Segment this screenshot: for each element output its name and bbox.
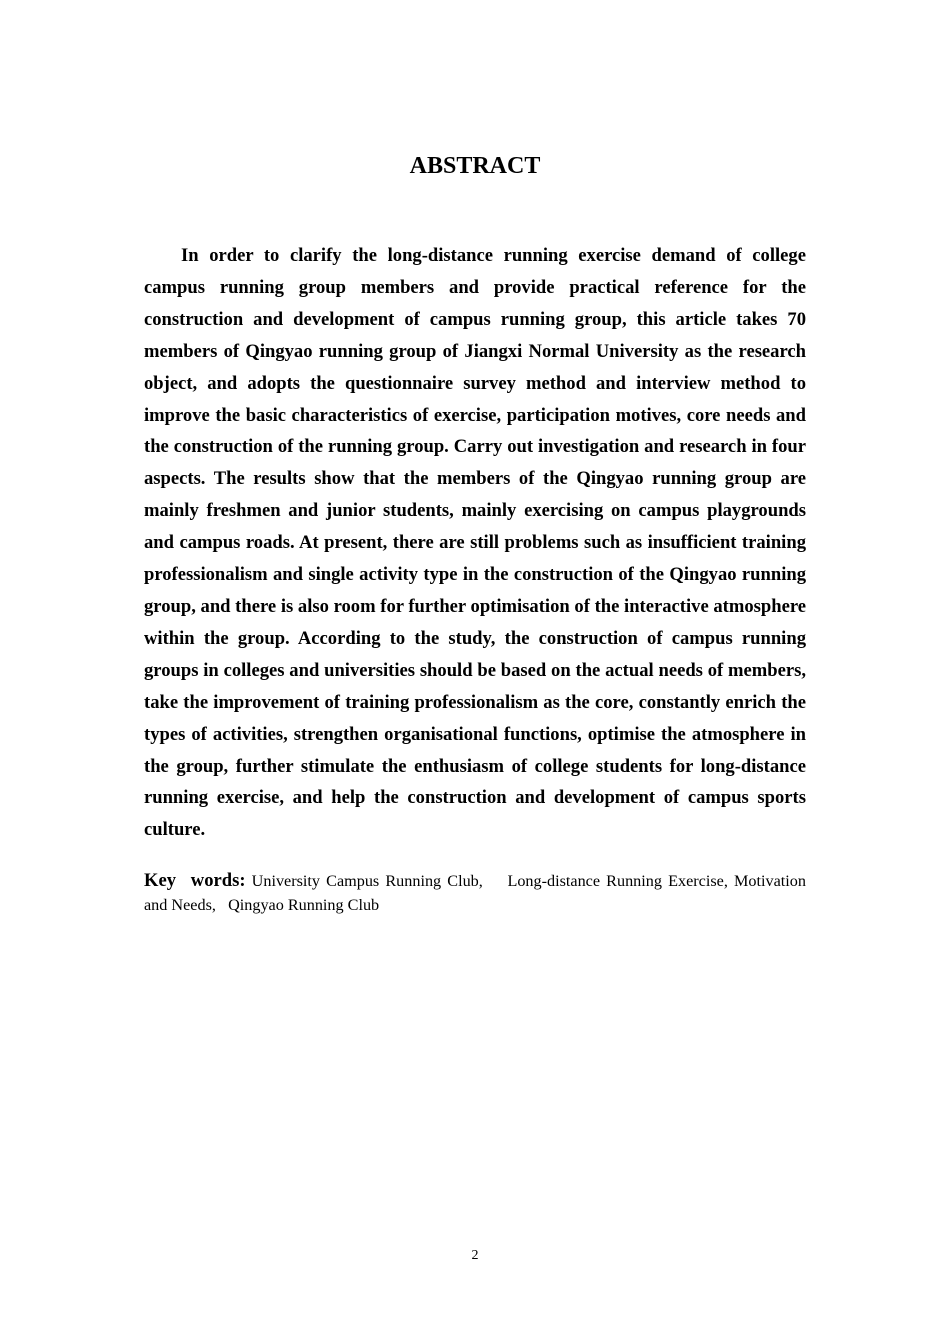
keyword-item: Qingyao Running Club bbox=[228, 896, 380, 914]
keywords-line bbox=[144, 869, 806, 917]
keyword-item: Motivation and Needs, bbox=[144, 872, 806, 914]
keyword-item: Long-distance Running Exercise, bbox=[507, 872, 728, 890]
abstract-paragraph: In order to clarify the long-distance running exercise demand of college campus running group members and provide practical reference for the construction and development of campus running group, this article takes 70 members of Qingyao running group of Jiangxi Normal University as the research object, and adopts the questionnaire survey method and interview method to improve the basic characteristics of exercise, participation motives, core needs and the construction of the running group. Carry out investigation and research in four aspects. The results show that the members of the Qingyao running group are mainly freshmen and junior students, mainly exercising on campus playgrounds and campus roads. At present, there are still problems such as insufficient training professionalism and single activity type in the construction of the Qingyao running group, and there is also room for further optimisation of the interactive atmosphere within the group. According to the study, the construction of campus running groups in colleges and universities should be based on the actual needs of members, take the improvement of training professionalism as the core, constantly enrich the types of activities, strengthen organisational functions, optimise the atmosphere in the group, further stimulate the enthusiasm of college students for long-distance running exercise, and help the construction and development of campus sports culture. bbox=[144, 245, 806, 841]
page-number: 2 bbox=[471, 1248, 479, 1263]
keywords-label: Key words: bbox=[144, 870, 246, 891]
page-title: ABSTRACT bbox=[409, 153, 541, 179]
keyword-item: University Campus Running Club, bbox=[251, 872, 483, 890]
